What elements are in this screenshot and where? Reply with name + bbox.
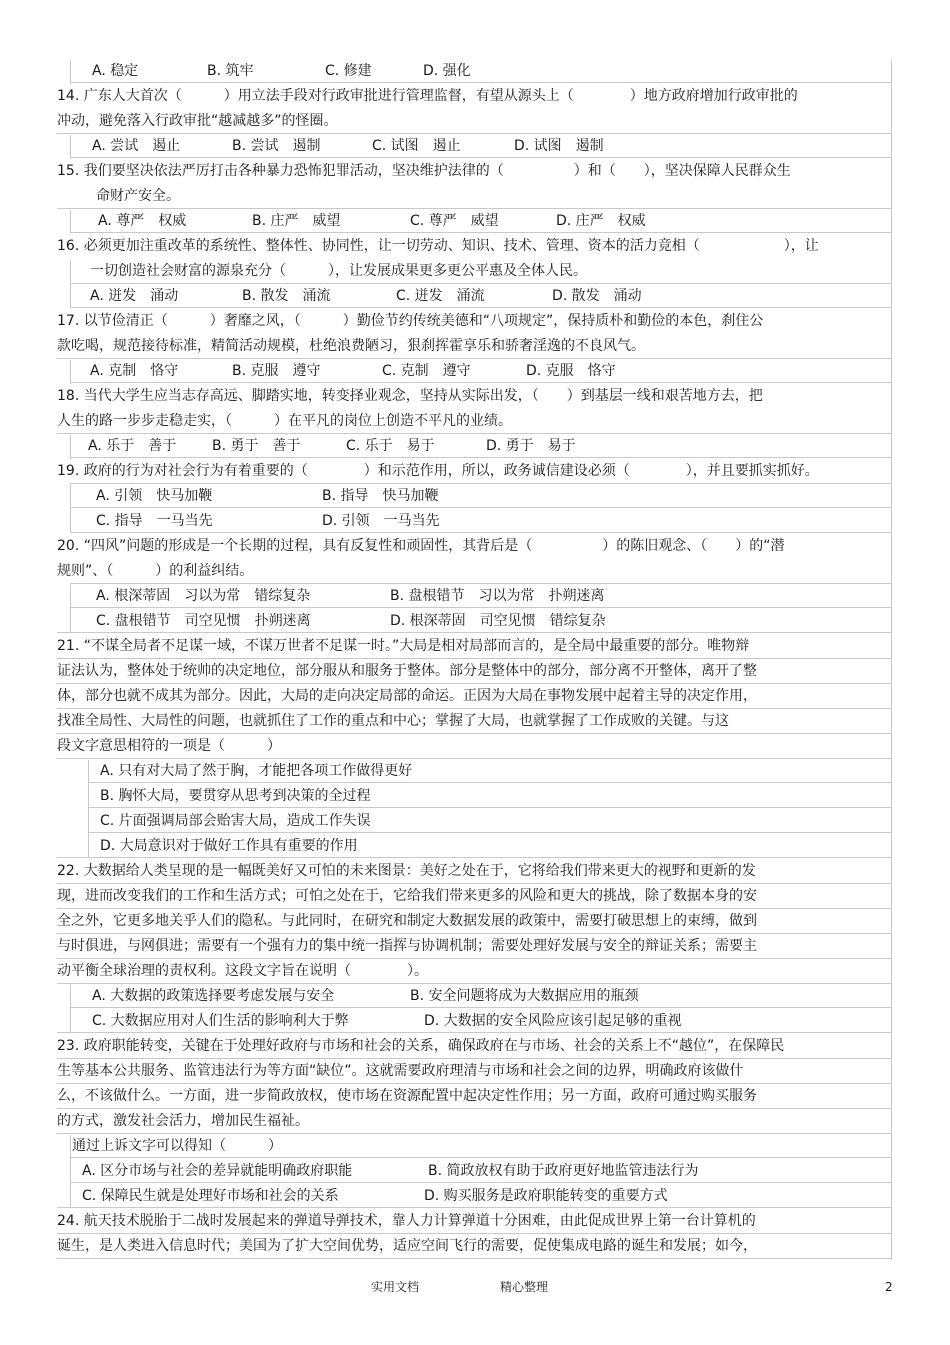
divider	[57, 933, 892, 934]
divider	[70, 382, 892, 383]
q20-option-c: C. 盘根错节 司空见惯 扑朔迷离	[96, 613, 311, 629]
divider	[57, 1233, 892, 1234]
q19-option-a: A. 引领 快马加鞭	[96, 488, 213, 504]
divider	[70, 532, 892, 533]
q23-option-b: B. 简政放权有助于政府更好地监管违法行为	[428, 1163, 699, 1179]
q17-option-a: A. 克制 恪守	[90, 363, 179, 379]
q18-option-a: A. 乐于 善于	[88, 438, 177, 454]
q23-stem-line-5: 通过上诉文字可以得知（ ）	[72, 1138, 282, 1154]
divider	[88, 782, 892, 783]
divider	[57, 1108, 892, 1109]
q13-option-b: B. 筑牢	[207, 63, 254, 79]
q22-stem-line-4: 与时俱进，与网俱进；需要有一个强有力的集中统一指挥与协调机制；需要处理好发展与安全的辩证关系；需要主	[57, 938, 757, 954]
divider	[57, 708, 892, 709]
q20-stem-line-2: 规则”、（ ）的利益纠结。	[57, 563, 254, 579]
frame-left-bar	[70, 260, 71, 308]
divider	[70, 232, 892, 233]
divider	[57, 433, 892, 434]
frame-left-bar	[70, 60, 71, 84]
q14-option-b: B. 尝试 遏制	[232, 138, 321, 154]
divider	[57, 758, 892, 759]
q15-stem-line-2: 命财产安全。	[96, 188, 180, 204]
q21-stem-line-4: 找准全局性、大局性的问题，也就抓住了工作的重点和中心；掌握了大局，也就掌握了工作成败的关键。与这	[57, 713, 729, 729]
q14-option-a: A. 尝试 遏止	[92, 138, 181, 154]
divider	[57, 1133, 892, 1134]
divider	[57, 1207, 892, 1208]
divider	[70, 307, 892, 308]
q15-option-d: D. 庄严 权威	[556, 213, 646, 229]
q14-option-d: D. 试图 遏制	[514, 138, 604, 154]
q20-option-d: D. 根深蒂固 司空见惯 错综复杂	[390, 613, 606, 629]
q19-option-c: C. 指导 一马当先	[96, 513, 213, 529]
q16-option-d: D. 散发 涌动	[552, 288, 642, 304]
divider	[57, 983, 892, 984]
divider	[57, 1058, 892, 1059]
q21-stem-line-1: 21. “不谋全局者不足谋一域，不谋万世者不足谋一时。”大局是相对局部而言的，是全局中最重要的部分。唯物辩	[57, 638, 750, 654]
q22-option-a: A. 大数据的政策选择要考虑发展与安全	[92, 988, 335, 1004]
q18-option-b: B. 勇于 善于	[212, 438, 301, 454]
q18-stem-line-2: 人生的路一步步走稳走实，（ ）在平凡的岗位上创造不平凡的业绩。	[57, 413, 512, 429]
divider	[70, 1007, 892, 1008]
q20-stem-line-1: 20. “四风”问题的形成是一个长期的过程，具有反复性和顽固性，其背后是（ ）的陈旧观念、（ ）的“潜	[57, 538, 785, 554]
divider	[57, 1032, 892, 1033]
q17-option-b: B. 克服 遵守	[232, 363, 321, 379]
q17-option-d: D. 克服 恪守	[526, 363, 616, 379]
frame-left-bar	[88, 760, 89, 858]
frame-left-bar	[70, 485, 71, 533]
page-number: 2	[885, 1280, 893, 1294]
frame-left-bar	[70, 985, 71, 1033]
frame-left-bar	[70, 210, 71, 234]
q21-option-d: D. 大局意识对于做好工作具有重要的作用	[100, 838, 358, 854]
q14-stem-line-1: 14. 广东人大首次（ ）用立法手段对行政审批进行管理监督，有望从源头上（ ）地方政府增加行政审批的	[57, 88, 798, 104]
divider	[57, 883, 892, 884]
q21-stem-line-2: 证法认为，整体处于统帅的决定地位，部分服从和服务于整体。部分是整体中的部分，部分离不开整体，离开了整	[57, 663, 757, 679]
q21-option-a: A. 只有对大局了然于胸，才能把各项工作做得更好	[100, 763, 413, 779]
q18-option-d: D. 勇于 易于	[486, 438, 576, 454]
divider	[57, 658, 892, 659]
divider	[88, 807, 892, 808]
q16-option-c: C. 迸发 涌流	[396, 288, 485, 304]
frame-left-bar	[70, 585, 71, 633]
q17-option-c: C. 克制 遵守	[382, 363, 471, 379]
q22-option-b: B. 安全问题将成为大数据应用的瓶颈	[410, 988, 639, 1004]
q19-stem-line-1: 19. 政府的行为对社会行为有着重要的（ ）和示范作用，所以，政务诚信建设必须（ ），并且要抓实抓好。	[57, 463, 819, 479]
q18-stem-line-1: 18. 当代大学生应当志存高远、脚踏实地，转变择业观念，坚持从实际出发，（ ）到基层一线和艰苦地方去，把	[57, 388, 763, 404]
divider	[57, 683, 892, 684]
q15-option-b: B. 庄严 威望	[252, 213, 341, 229]
q21-option-b: B. 胸怀大局，要贯穿从思考到决策的全过程	[100, 788, 371, 804]
divider	[57, 857, 892, 858]
divider	[57, 358, 892, 359]
q21-stem-line-3: 体，部分也就不成其为部分。因此，大局的走向决定局部的命运。正因为大局在事物发展中起着主导的决定作用，	[57, 688, 757, 704]
q24-stem-line-2: 诞生，是人类进入信息时代；美国为了扩大空间优势，适应空间飞行的需要，促使集成电路的诞生和发展；如今，	[57, 1238, 757, 1254]
divider	[57, 208, 892, 209]
q23-stem-line-1: 23. 政府职能转变，关键在于处理好政府与市场和社会的关系，确保政府在与市场、社会的关系上不“越位”，在保障民	[57, 1038, 785, 1054]
divider	[57, 908, 892, 909]
q23-option-d: D. 购买服务是政府职能转变的重要方式	[424, 1188, 668, 1204]
footer-center-text: 精心整理	[500, 1280, 549, 1294]
frame-left-bar	[70, 360, 71, 384]
divider	[70, 157, 892, 158]
q21-stem-line-5: 段文字意思相符的一项是（ ）	[57, 738, 281, 754]
frame-right-bar	[891, 60, 892, 1260]
divider	[70, 507, 892, 508]
q19-option-d: D. 引领 一马当先	[322, 513, 440, 529]
q17-stem-line-2: 款吃喝，规范接待标准，精简活动规模，杜绝浪费陋习，狠刹挥霍享乐和骄奢淫逸的不良风气。	[57, 338, 645, 354]
frame-left-bar	[70, 135, 71, 159]
q14-stem-line-2: 冲动，避免落入行政审批“越减越多”的怪圈。	[57, 113, 338, 129]
q13-option-c: C. 修建	[325, 63, 372, 79]
divider	[70, 283, 892, 284]
divider	[57, 958, 892, 959]
q22-stem-line-5: 动平衡全球治理的责权利。这段文字旨在说明（ ）。	[57, 963, 428, 979]
q17-stem-line-1: 17. 以节俭清正（ ）奢靡之风，（ ）勤俭节约传统美德和“八项规定”，保持质朴和勤俭的本色，刹住公	[57, 313, 764, 329]
q16-stem-line-1: 16. 必须更加注重改革的系统性、整体性、协同性，让一切劳动、知识、技术、管理、资本的活力竞相（ ），让	[57, 238, 819, 254]
divider	[70, 583, 892, 584]
q16-option-b: B. 散发 涌流	[242, 288, 331, 304]
divider	[57, 1083, 892, 1084]
frame-left-bar	[70, 435, 71, 459]
q14-option-c: C. 试图 遏止	[372, 138, 461, 154]
q22-stem-line-2: 现，进而改变我们的工作和生活方式；可怕之处在于，它给我们带来更多的风险和更大的挑战，除了数据本身的安	[57, 888, 757, 904]
q19-option-b: B. 指导 快马加鞭	[322, 488, 439, 504]
footer-left-text: 实用文档	[371, 1280, 420, 1294]
q13-option-d: D. 强化	[423, 63, 471, 79]
q23-option-c: C. 保障民生就是处理好市场和社会的关系	[82, 1188, 339, 1204]
q22-option-d: D. 大数据的安全风险应该引起足够的重视	[424, 1013, 682, 1029]
divider	[57, 733, 892, 734]
divider	[70, 483, 892, 484]
q23-option-a: A. 区分市场与社会的差异就能明确政府职能	[82, 1163, 353, 1179]
q22-option-c: C. 大数据应用对人们生活的影响利大于弊	[92, 1013, 349, 1029]
q16-option-a: A. 迸发 涌动	[90, 288, 179, 304]
q23-stem-line-3: 么，不该做什么。一方面，进一步简政放权，使市场在资源配置中起决定性作用；另一方面，政府可通过购买服务	[57, 1088, 757, 1104]
q20-option-b: B. 盘根错节 习以为常 扑朔迷离	[390, 588, 605, 604]
q18-option-c: C. 乐于 易于	[346, 438, 435, 454]
divider	[88, 832, 892, 833]
divider	[70, 82, 892, 83]
divider	[70, 1157, 892, 1158]
divider	[57, 1258, 892, 1259]
q22-stem-line-3: 全之外，它更多地关乎人们的隐私。与此同时，在研究和制定大数据发展的政策中，需要打破思想上的束缚，做到	[57, 913, 757, 929]
q23-stem-line-4: 的方式，激发社会活力，增加民生福祉。	[57, 1113, 309, 1129]
divider	[57, 632, 892, 633]
divider	[70, 607, 892, 608]
q15-option-a: A. 尊严 权威	[98, 213, 187, 229]
divider	[70, 1182, 892, 1183]
frame-left-bar	[70, 1135, 71, 1208]
q21-option-c: C. 片面强调局部会贻害大局，造成工作失误	[100, 813, 371, 829]
q24-stem-line-1: 24. 航天技术脱胎于二战时发展起来的弹道导弹技术，靠人力计算弹道十分困难，由此促成世界上第一台计算机的	[57, 1213, 756, 1229]
q15-stem-line-1: 15. 我们要坚决依法严厉打击各种暴力恐怖犯罪活动，坚决维护法律的（ ）和（ ），坚决保障人民群众生	[57, 163, 791, 179]
divider	[70, 457, 892, 458]
q13-option-a: A. 稳定	[92, 63, 139, 79]
divider	[57, 133, 892, 134]
q20-option-a: A. 根深蒂固 习以为常 错综复杂	[96, 588, 311, 604]
q22-stem-line-1: 22. 大数据给人类呈现的是一幅既美好又可怕的未来图景：美好之处在于，它将给我们带来更大的视野和更新的发	[57, 863, 756, 879]
q16-stem-line-2: 一切创造社会财富的源泉充分（ ），让发展成果更多更公平惠及全体人民。	[90, 263, 587, 279]
q15-option-c: C. 尊严 威望	[410, 213, 499, 229]
q23-stem-line-2: 生等基本公共服务、监管违法行为等方面“缺位”。这就需要政府理清与市场和社会之间的边界，明确政府该做什	[57, 1063, 744, 1079]
